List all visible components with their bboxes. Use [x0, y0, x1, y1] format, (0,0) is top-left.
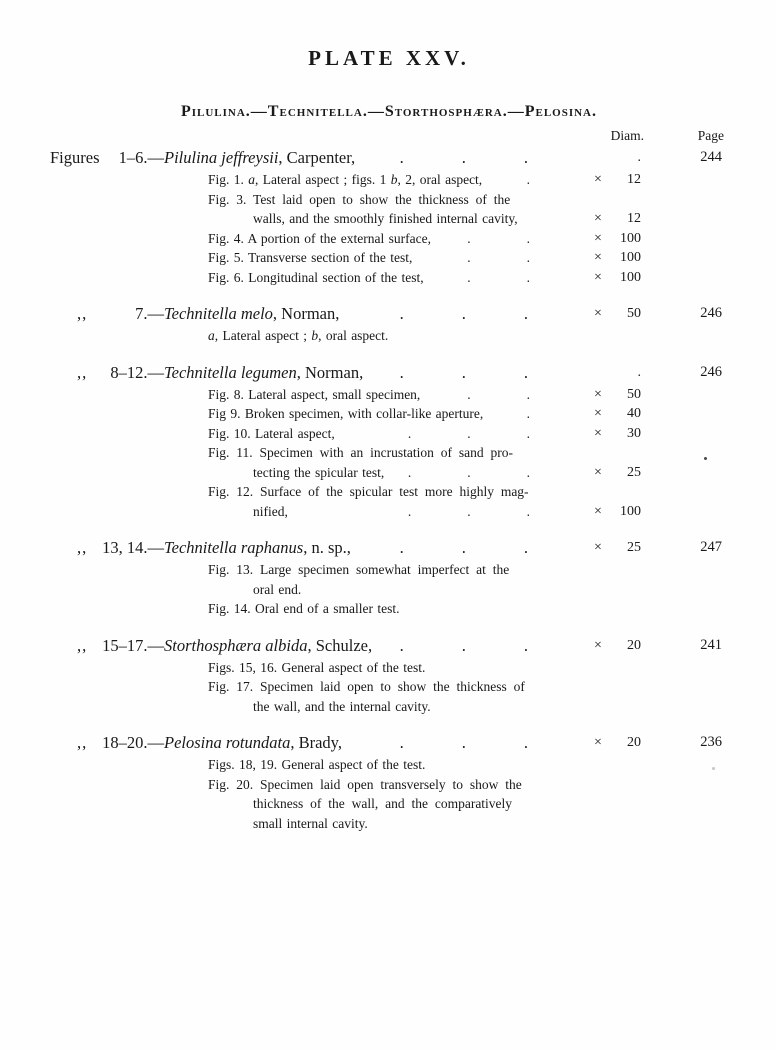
fig-text: Fig. 3. Test laid open to show the thickness of the — [208, 191, 511, 207]
fig-text-block — [208, 599, 586, 619]
column-header-gap — [646, 128, 664, 143]
ditto-mark: ,, — [77, 635, 88, 655]
page-number: 246 — [700, 305, 722, 321]
species-author: , n. sp., — [303, 538, 351, 557]
entry-label — [50, 146, 164, 169]
multiplication-sign: × — [594, 406, 602, 421]
page-number — [664, 677, 728, 697]
fig-text-block — [208, 755, 586, 775]
multiplication-sign — [586, 443, 610, 463]
fig-text-block — [208, 326, 586, 346]
multiplication-sign: × — [594, 425, 602, 441]
multiplication-sign: × — [594, 172, 602, 187]
italic-text: a — [248, 172, 256, 187]
page-number — [664, 170, 728, 190]
entry-label-intro: Figures — [50, 148, 100, 167]
fig-text: Fig. 8. Lateral aspect, small specimen, — [208, 386, 421, 402]
entry-title — [164, 361, 586, 384]
entry-title — [164, 146, 586, 169]
fig-text: walls, and the smoothly finished internal cavity, — [253, 211, 518, 226]
diam-value: 50 — [627, 306, 641, 321]
leader-dots: ... — [407, 503, 586, 519]
species-name: Technitella legumen — [164, 362, 297, 382]
leader-dots: .. — [467, 230, 586, 246]
fig-line — [50, 794, 728, 814]
fig-line — [50, 755, 728, 775]
column-gap — [646, 229, 664, 249]
fig-line — [50, 209, 728, 229]
entry-label — [50, 536, 164, 559]
fig-line — [50, 658, 728, 678]
page-number — [664, 404, 728, 424]
column-gap — [646, 814, 664, 834]
column-gap — [646, 560, 664, 580]
diam-value — [610, 326, 646, 346]
fig-text: Fig. 17. Specimen laid open to show the thickness of — [208, 679, 525, 694]
fig-text-block — [208, 170, 586, 190]
diam-value — [610, 697, 646, 717]
page-number — [664, 580, 728, 600]
diam-value — [610, 775, 646, 795]
column-gap — [646, 190, 664, 210]
fig-text: oral end. — [253, 581, 302, 597]
multiplication-sign — [586, 580, 610, 600]
fig-text: Fig. 5. Transverse section of the test, — [208, 250, 413, 265]
fig-text-block — [208, 404, 586, 424]
entry-heading — [50, 302, 728, 325]
fig-text-block — [253, 463, 586, 483]
column-gap — [646, 731, 664, 754]
fig-text: Fig. 10. Lateral aspect, — [208, 425, 335, 441]
column-gap — [646, 482, 664, 502]
page-number: 241 — [700, 636, 722, 653]
fig-text-block — [253, 502, 586, 522]
column-gap — [646, 794, 664, 814]
diam-value: 25 — [627, 540, 641, 555]
column-gap — [646, 443, 664, 463]
column-gap — [646, 580, 664, 600]
page-number: 246 — [700, 363, 722, 380]
entry-title — [164, 302, 586, 325]
fig-line — [50, 814, 728, 834]
column-gap — [646, 775, 664, 795]
entry-figure-numbers: 8–12.— — [110, 362, 164, 382]
fig-text-block — [253, 814, 586, 834]
column-header-page: Page — [697, 128, 724, 143]
leader-dots: ... — [407, 425, 586, 441]
column-gap — [646, 424, 664, 444]
page-number — [664, 560, 728, 580]
page-number — [664, 385, 728, 405]
multiplication-sign: × — [594, 503, 602, 519]
species-author: , Norman, — [272, 304, 340, 323]
fig-text: Fig. 4. A portion of the external surface, — [208, 230, 431, 246]
page-number — [664, 482, 728, 502]
fig-text: the wall, and the internal cavity. — [253, 698, 431, 714]
fig-line — [50, 775, 728, 795]
entries — [50, 146, 728, 833]
diam-value: 12 — [627, 172, 641, 187]
multiplication-sign: × — [594, 250, 602, 265]
scan-speck — [712, 767, 715, 770]
fig-text-block — [208, 385, 586, 405]
diam-value: 100 — [620, 269, 641, 285]
diam-value — [610, 580, 646, 600]
multiplication-sign — [586, 658, 610, 678]
diam-value — [610, 599, 646, 619]
page-number — [664, 326, 728, 346]
page-number — [664, 814, 728, 834]
leader-dots: .. — [467, 250, 586, 265]
leader-dots: ... — [399, 304, 586, 323]
multiplication-sign — [586, 190, 610, 210]
leader-dots: .. — [467, 269, 586, 285]
species-author: , Norman, — [296, 362, 364, 382]
column-header-spacer — [50, 128, 586, 143]
fig-text-block — [208, 658, 586, 678]
leader-dots: ... — [399, 733, 586, 752]
diam-value: 50 — [627, 386, 641, 402]
ditto-mark: ,, — [77, 538, 88, 557]
page-number: 247 — [700, 539, 722, 555]
column-gap — [646, 248, 664, 268]
fig-line — [50, 170, 728, 190]
column-gap — [646, 361, 664, 384]
multiplication-sign — [586, 677, 610, 697]
page-number — [664, 229, 728, 249]
fig-text-block — [253, 580, 586, 600]
column-gap — [646, 755, 664, 775]
fig-text-block — [253, 794, 586, 814]
plate-entry — [50, 146, 728, 287]
multiplication-sign: × — [594, 211, 602, 226]
column-gap — [646, 209, 664, 229]
multiplication-sign: × — [594, 735, 602, 750]
fig-text: Fig. 11. Specimen with an incrustation of sand pro- — [208, 445, 513, 460]
diam-value — [610, 658, 646, 678]
entry-heading — [50, 731, 728, 754]
diam-value — [610, 794, 646, 814]
multiplication-sign: × — [594, 306, 602, 321]
diam-value — [610, 443, 646, 463]
italic-text: a — [208, 328, 215, 343]
fig-text-block — [208, 482, 586, 502]
fig-text-block — [208, 190, 586, 210]
diam-value — [610, 482, 646, 502]
page-number — [664, 268, 728, 288]
page-number — [664, 599, 728, 619]
diam-value — [610, 755, 646, 775]
column-gap — [646, 326, 664, 346]
fig-line — [50, 580, 728, 600]
leader-dots: . — [526, 172, 586, 187]
diam-value: 12 — [627, 211, 641, 226]
diam-value — [610, 814, 646, 834]
column-gap — [646, 634, 664, 657]
diam-value: 25 — [627, 464, 641, 480]
entry-figure-numbers: 15–17.— — [102, 635, 164, 655]
multiplication-sign: × — [594, 540, 602, 555]
fig-line — [50, 326, 728, 346]
diam-value — [610, 560, 646, 580]
multiplication-sign — [586, 361, 610, 384]
multiplication-sign: × — [594, 230, 602, 246]
entry-label — [50, 731, 164, 754]
column-gap — [646, 677, 664, 697]
column-gap — [646, 697, 664, 717]
diam-value: 30 — [627, 425, 641, 441]
plate-entry — [50, 634, 728, 717]
fig-line — [50, 190, 728, 210]
fig-text: a, Lateral aspect ; b, oral aspect. — [208, 328, 389, 343]
entry-heading — [50, 634, 728, 657]
leader-dots: ... — [407, 464, 586, 480]
page-number — [664, 463, 728, 483]
diam-value: 20 — [627, 735, 641, 750]
fig-line — [50, 463, 728, 483]
ditto-mark: ,, — [77, 733, 88, 752]
entry-title — [164, 731, 586, 754]
leader-dots: .. — [467, 386, 586, 402]
diam-value — [610, 677, 646, 697]
plate-entry — [50, 361, 728, 522]
column-header-diam: Diam. — [610, 128, 644, 143]
ditto-mark: ,, — [77, 304, 88, 323]
italic-text: b — [390, 172, 398, 187]
fig-line — [50, 482, 728, 502]
fig-text: Fig. 6. Longitudinal section of the test, — [208, 269, 424, 285]
column-gap — [646, 536, 664, 559]
entry-heading — [50, 361, 728, 384]
column-gap — [646, 268, 664, 288]
leader-dots: ... — [399, 148, 586, 167]
multiplication-sign: × — [594, 386, 602, 402]
fig-text: Fig. 12. Surface of the spicular test more highly mag- — [208, 484, 529, 499]
plate-title: PLATE XXV. — [308, 46, 470, 70]
entry-heading — [50, 146, 728, 169]
fig-text-block — [208, 424, 586, 444]
multiplication-sign — [586, 755, 610, 775]
page-number — [664, 775, 728, 795]
plate-description — [0, 46, 776, 833]
fig-text-block — [208, 268, 586, 288]
diam-value: 40 — [627, 406, 641, 421]
plate-entry — [50, 302, 728, 346]
fig-text: small internal cavity. — [253, 815, 368, 831]
leader-dots: . — [526, 406, 586, 421]
species-name: Storthosphæra albida — [164, 635, 308, 655]
scan-speck — [704, 457, 707, 460]
fig-text: thickness of the wall, and the comparatively — [253, 796, 513, 811]
species-author: , Carpenter, — [278, 148, 356, 167]
column-gap — [646, 170, 664, 190]
column-headers — [50, 128, 728, 143]
fig-text: tecting the spicular test, — [253, 464, 385, 480]
column-gap — [646, 385, 664, 405]
column-gap — [646, 463, 664, 483]
page-number: 244 — [700, 149, 722, 165]
diam-value: 20 — [627, 637, 641, 653]
entry-title — [164, 634, 586, 657]
multiplication-sign — [586, 814, 610, 834]
page-number — [664, 424, 728, 444]
page-number — [664, 248, 728, 268]
entry-label — [50, 361, 164, 384]
diam-value: . — [637, 364, 641, 380]
fig-text-block — [208, 775, 586, 795]
entry-heading — [50, 536, 728, 559]
fig-text: Fig. 20. Specimen laid open transversely to show the — [208, 776, 522, 792]
fig-text-block — [208, 443, 586, 463]
fig-line — [50, 229, 728, 249]
genera-subtitle: Pilulina.—Technitella.—Storthosphæra.—Pelosina. — [180, 103, 598, 120]
diam-value — [610, 190, 646, 210]
species-author: , Brady, — [290, 733, 342, 752]
page-number — [664, 658, 728, 678]
species-author: , Schulze, — [307, 635, 373, 655]
leader-dots: ... — [399, 538, 586, 557]
fig-line — [50, 424, 728, 444]
fig-line — [50, 385, 728, 405]
plate-entry — [50, 536, 728, 619]
fig-text-block — [208, 248, 586, 268]
species-name: Technitella melo — [164, 304, 273, 323]
column-gap — [646, 658, 664, 678]
diam-value: 100 — [620, 230, 641, 246]
multiplication-sign — [586, 599, 610, 619]
fig-text: Fig. 1. a, Lateral aspect ; figs. 1 b, 2, oral aspect, — [208, 172, 483, 187]
entry-figure-numbers: 18–20.— — [102, 733, 164, 752]
fig-line — [50, 697, 728, 717]
page-number — [664, 697, 728, 717]
diam-value: 100 — [620, 250, 641, 265]
entry-figure-numbers: 1–6.— — [118, 148, 164, 167]
italic-text: b — [311, 328, 319, 343]
column-gap — [646, 404, 664, 424]
multiplication-sign — [586, 482, 610, 502]
fig-text: Fig. 14. Oral end of a smaller test. — [208, 601, 400, 616]
column-gap — [646, 302, 664, 325]
multiplication-sign — [586, 560, 610, 580]
fig-line — [50, 443, 728, 463]
fig-text-block — [253, 209, 586, 229]
page-number — [664, 502, 728, 522]
entry-title — [164, 536, 586, 559]
diam-value: 100 — [620, 503, 641, 519]
page-number — [664, 209, 728, 229]
fig-text: Figs. 18, 19. General aspect of the test. — [208, 757, 426, 772]
entry-figure-numbers: 13, 14.— — [102, 538, 164, 557]
entry-label — [50, 634, 164, 657]
fig-line — [50, 268, 728, 288]
fig-text-block — [208, 560, 586, 580]
species-name: Technitella raphanus — [164, 538, 304, 557]
fig-text: Fig 9. Broken specimen, with collar-like aperture, — [208, 406, 484, 421]
multiplication-sign — [586, 794, 610, 814]
column-gap — [646, 502, 664, 522]
fig-line — [50, 248, 728, 268]
fig-line — [50, 560, 728, 580]
multiplication-sign: × — [594, 637, 602, 653]
plate-entry — [50, 731, 728, 833]
fig-text: nified, — [253, 503, 288, 519]
page-number — [664, 794, 728, 814]
multiplication-sign: × — [594, 464, 602, 480]
fig-line — [50, 404, 728, 424]
multiplication-sign — [586, 775, 610, 795]
column-gap — [646, 599, 664, 619]
multiplication-sign — [586, 697, 610, 717]
fig-line — [50, 502, 728, 522]
multiplication-sign: × — [594, 269, 602, 285]
fig-text: Fig. 13. Large specimen somewhat imperfect at the — [208, 562, 510, 577]
fig-text: Figs. 15, 16. General aspect of the test. — [208, 659, 426, 675]
fig-line — [50, 599, 728, 619]
page-number: 236 — [700, 734, 722, 750]
page-number — [664, 190, 728, 210]
fig-text-block — [253, 697, 586, 717]
leader-dots: ... — [399, 362, 586, 382]
fig-text-block — [208, 229, 586, 249]
species-name: Pelosina rotundata — [164, 733, 291, 752]
fig-text-block — [208, 677, 586, 697]
page-number — [664, 755, 728, 775]
multiplication-sign — [586, 326, 610, 346]
entry-figure-numbers: 7.— — [135, 304, 164, 323]
species-name: Pilulina jeffreysii — [164, 148, 279, 167]
diam-value: . — [637, 150, 641, 165]
ditto-mark: ,, — [77, 362, 88, 382]
fig-line — [50, 677, 728, 697]
column-gap — [646, 146, 664, 169]
entry-label — [50, 302, 164, 325]
leader-dots: ... — [399, 635, 586, 655]
page-number — [664, 443, 728, 463]
multiplication-sign — [586, 146, 610, 169]
